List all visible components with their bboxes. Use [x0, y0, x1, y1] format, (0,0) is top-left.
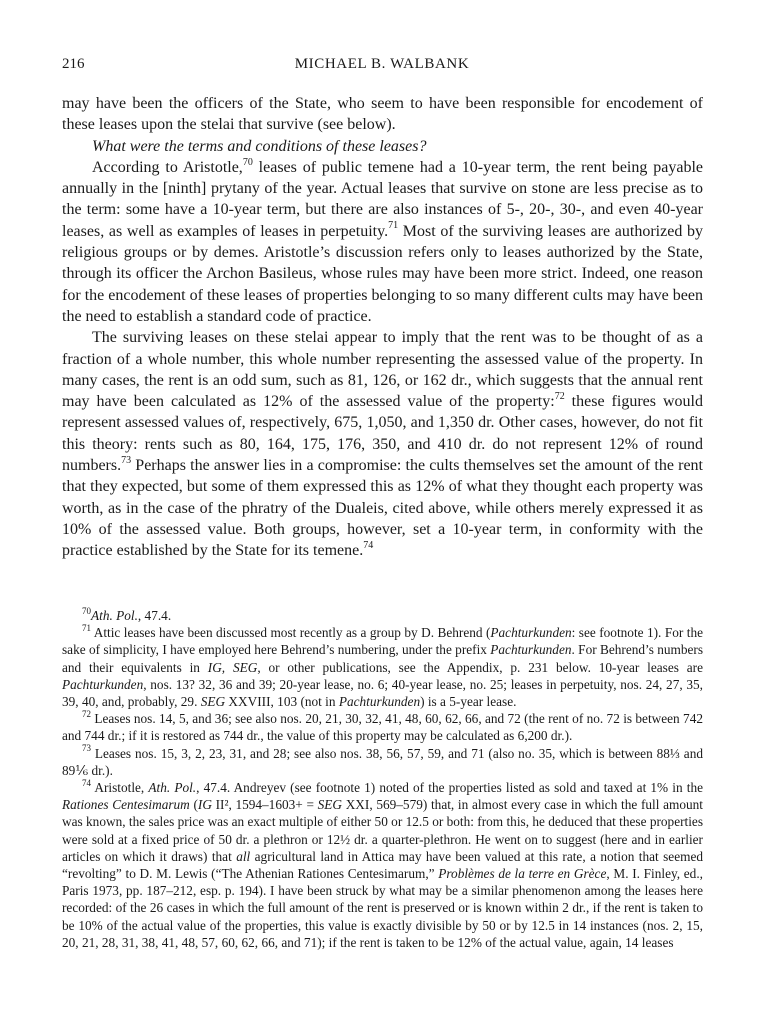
section-question: What were the terms and conditions of these leases?	[92, 137, 427, 155]
footnote-72: $^{72}$ Leases nos. 14, 5, and 36; see also nos. 20, 21, 30, 32, 41, 48, 60, 62, 66, and 72 (the rent of no. 72 is between 742 and 744 dr.; if it is restored as 744 dr., the value of this property may be calculated as 6,200 dr.).	[62, 708, 703, 744]
running-head: MICHAEL B. WALBANK	[294, 56, 470, 72]
footnote-ref[interactable]: 70	[242, 156, 253, 168]
main-text	[62, 93, 703, 562]
paragraph: According to Aristotle,$^{70}$ leases of public temene had a 10-year term, the rent being payable annually in the [ninth] prytany of the year. Actual leases that survive on stone are less precise as to the term: some have a 10-year term, but there are also instances of 5-, 20-, 30-, and even 40-year leases, as well as examples of leases in perpetuity.$^{71}$ Most of the surviving leases are authorized by religious groups or by demes. Aristotle’s discussion refers only to leases authorized by the State, through its officer the Archon Basileus, whose rules may have been more strict. Indeed, one reason for the encodement of these leases of properties belonging to so many different cults may have been the need to establish a standard code of practice.	[62, 156, 703, 325]
page-number: 216	[62, 56, 85, 72]
footnotes	[62, 607, 703, 951]
paragraph: may have been the officers of the State, who seem to have been responsible for encodement of these leases upon the stelai that survive (see below).	[62, 95, 703, 134]
footnote-ref[interactable]: 71	[388, 220, 399, 232]
footnote-ref[interactable]: 74	[363, 539, 374, 551]
footnote-ref[interactable]: 73	[121, 454, 132, 466]
footnote-71: $^{71}$ Attic leases have been discussed most recently as a group by D. Behrend (Pachturkunden: see footnote 1). For the sake of simplicity, I have employed here Behrend’s numbering, under the prefix Pachturkunden. For Behrend’s numbers and their equivalents in IG, SEG, or other publications, see the Appendix, p. 231 below. 10-year leases are Pachturkunden, nos. 13? 32, 36 and 39; 20-year lease, no. 6; 40-year lease, no. 25; leases in perpetuity, nos. 24, 27, 35, 39, 40, and, probably, 29. SEG XXVIII, 103 (not in Pachturkunden) is a 5-year lease.	[62, 622, 704, 710]
footnote-74: $^{74}$ Aristotle, Ath. Pol., 47.4. Andreyev (see footnote 1) noted of the properties listed as sold and taxed at 1% in the Rationes Centesimarum (IG II², 1594–1603+ = SEG XXI, 569–579) that, in almost every case in which the full amount was known, the sales price was an exact multiple of either 50 or 12.5 or both: from this, he deduced that these properties were sold at a fixed price of 50 dr. a plethron or 12½ dr. a quarter-plethron. He went on to suggest (here and in earlier articles on which it draws) that all agricultural land in Attica may have been valued at this rate, a notion that seemed “revolting” to D. M. Lewis (“The Athenian Rationes Centesimarum,” Problèmes de la terre en Grèce, M. I. Finley, ed., Paris 1973, pp. 187–212, esp. p. 194). I have been struck by what may be a similar phenomenon among the leases here recorded: of the 26 cases in which the full amount of the rent is preserved or is known within 2 dr., if the rent is taken to be 10% of the actual value of the properties, this value is exactly divisible by 50 or by 12.5 in 14 instances (nos. 2, 15, 20, 21, 28, 31, 38, 41, 48, 57, 60, 62, 66, and 71); if the rent is taken to be 12% of the actual value, again, 14 leases	[62, 777, 704, 950]
paragraph: The surviving leases on these stelai appear to imply that the rent was to be thought of as a fraction of a whole number, this whole number representing the assessed value of the property. In many cases, the rent is an odd sum, such as 81, 126, or 162 dr., which suggests that the annual rent may have been calculated as 12% of the assessed value of the property:$^{72}$ these figures would represent assessed values of, respectively, 675, 1,050, and 1,350 dr. Other cases, however, do not fit this theory: rents such as 80, 164, 175, 176, 350, and 410 dr. do not represent 12% of round numbers.$^{73}$ Perhaps the answer lies in a compromise: the cults themselves set the amount of the rent that they expected, but some of them expressed this as 12% of what they thought each property was worth, as in the case of the phratry of the Dualeis, cited above, while others merely expressed it as 10% of the assessed value. Both groups, however, set a 10-year term, in conformity with the practice established by the State for its temene.$^{74}$	[62, 329, 703, 560]
footnote-70: $^{70}$Ath. Pol., 47.4.	[82, 605, 172, 623]
footnote-ref[interactable]: 72	[554, 390, 565, 402]
page-header	[62, 56, 702, 76]
footnote-73: $^{73}$ Leases nos. 15, 3, 2, 23, 31, and 28; see also nos. 38, 56, 57, 59, and 71 (also no. 35, which is between 88⅓ and 89⅙ dr.).	[62, 743, 703, 778]
